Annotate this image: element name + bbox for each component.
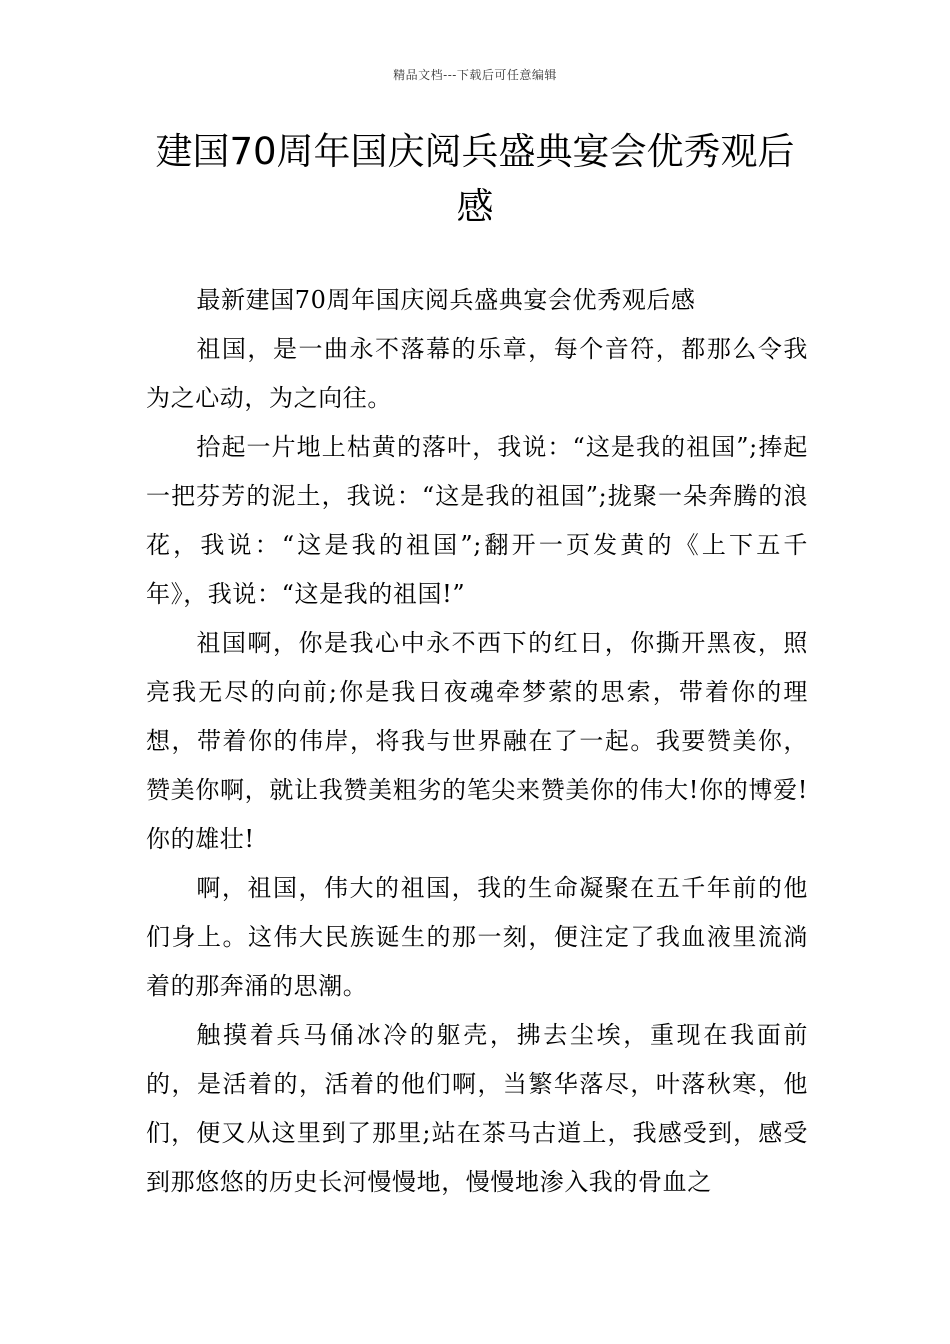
body-paragraph: 触摸着兵马俑冰冷的躯壳，拂去尘埃，重现在我面前的，是活着的，活着的他们啊，当繁华落尽，叶落秋寒，他们，便又从这里到了那里;站在茶马古道上，我感受到，感受到那悠悠的历史长河慢慢地，慢慢地渗入我的骨血之 <box>146 1021 808 1196</box>
body-paragraph: 拾起一片地上枯黄的落叶，我说：“这是我的祖国”;捧起一把芬芳的泥土，我说：“这是我的祖国”;拢聚一朵奔腾的浪花，我说：“这是我的祖国”;翻开一页发黄的《上下五千年》，我说：“这是我的祖国!” <box>146 433 808 608</box>
body-paragraph: 祖国，是一曲永不落幕的乐章，每个音符，都那么令我为之心动，为之向往。 <box>146 335 808 412</box>
body-paragraph: 啊，祖国，伟大的祖国，我的生命凝聚在五千年前的他们身上。这伟大民族诞生的那一刻，便注定了我血液里流淌着的那奔涌的思潮。 <box>146 874 808 1000</box>
body-paragraph: 祖国啊，你是我心中永不西下的红日，你撕开黑夜，照亮我无尽的向前;你是我日夜魂牵梦萦的思索，带着你的理想，带着你的伟岸，将我与世界融在了一起。我要赞美你，赞美你啊，就让我赞美粗劣的笔尖来赞美你的伟大!你的博爱!你的雄壮! <box>146 629 808 853</box>
subtitle-paragraph: 最新建国70周年国庆阅兵盛典宴会优秀观后感 <box>196 286 696 314</box>
document-title: 建国70周年国庆阅兵盛典宴会优秀观后感 <box>155 130 795 228</box>
document-body <box>146 276 808 1207</box>
header-note: 精品文档---下载后可任意编辑 <box>393 68 557 82</box>
